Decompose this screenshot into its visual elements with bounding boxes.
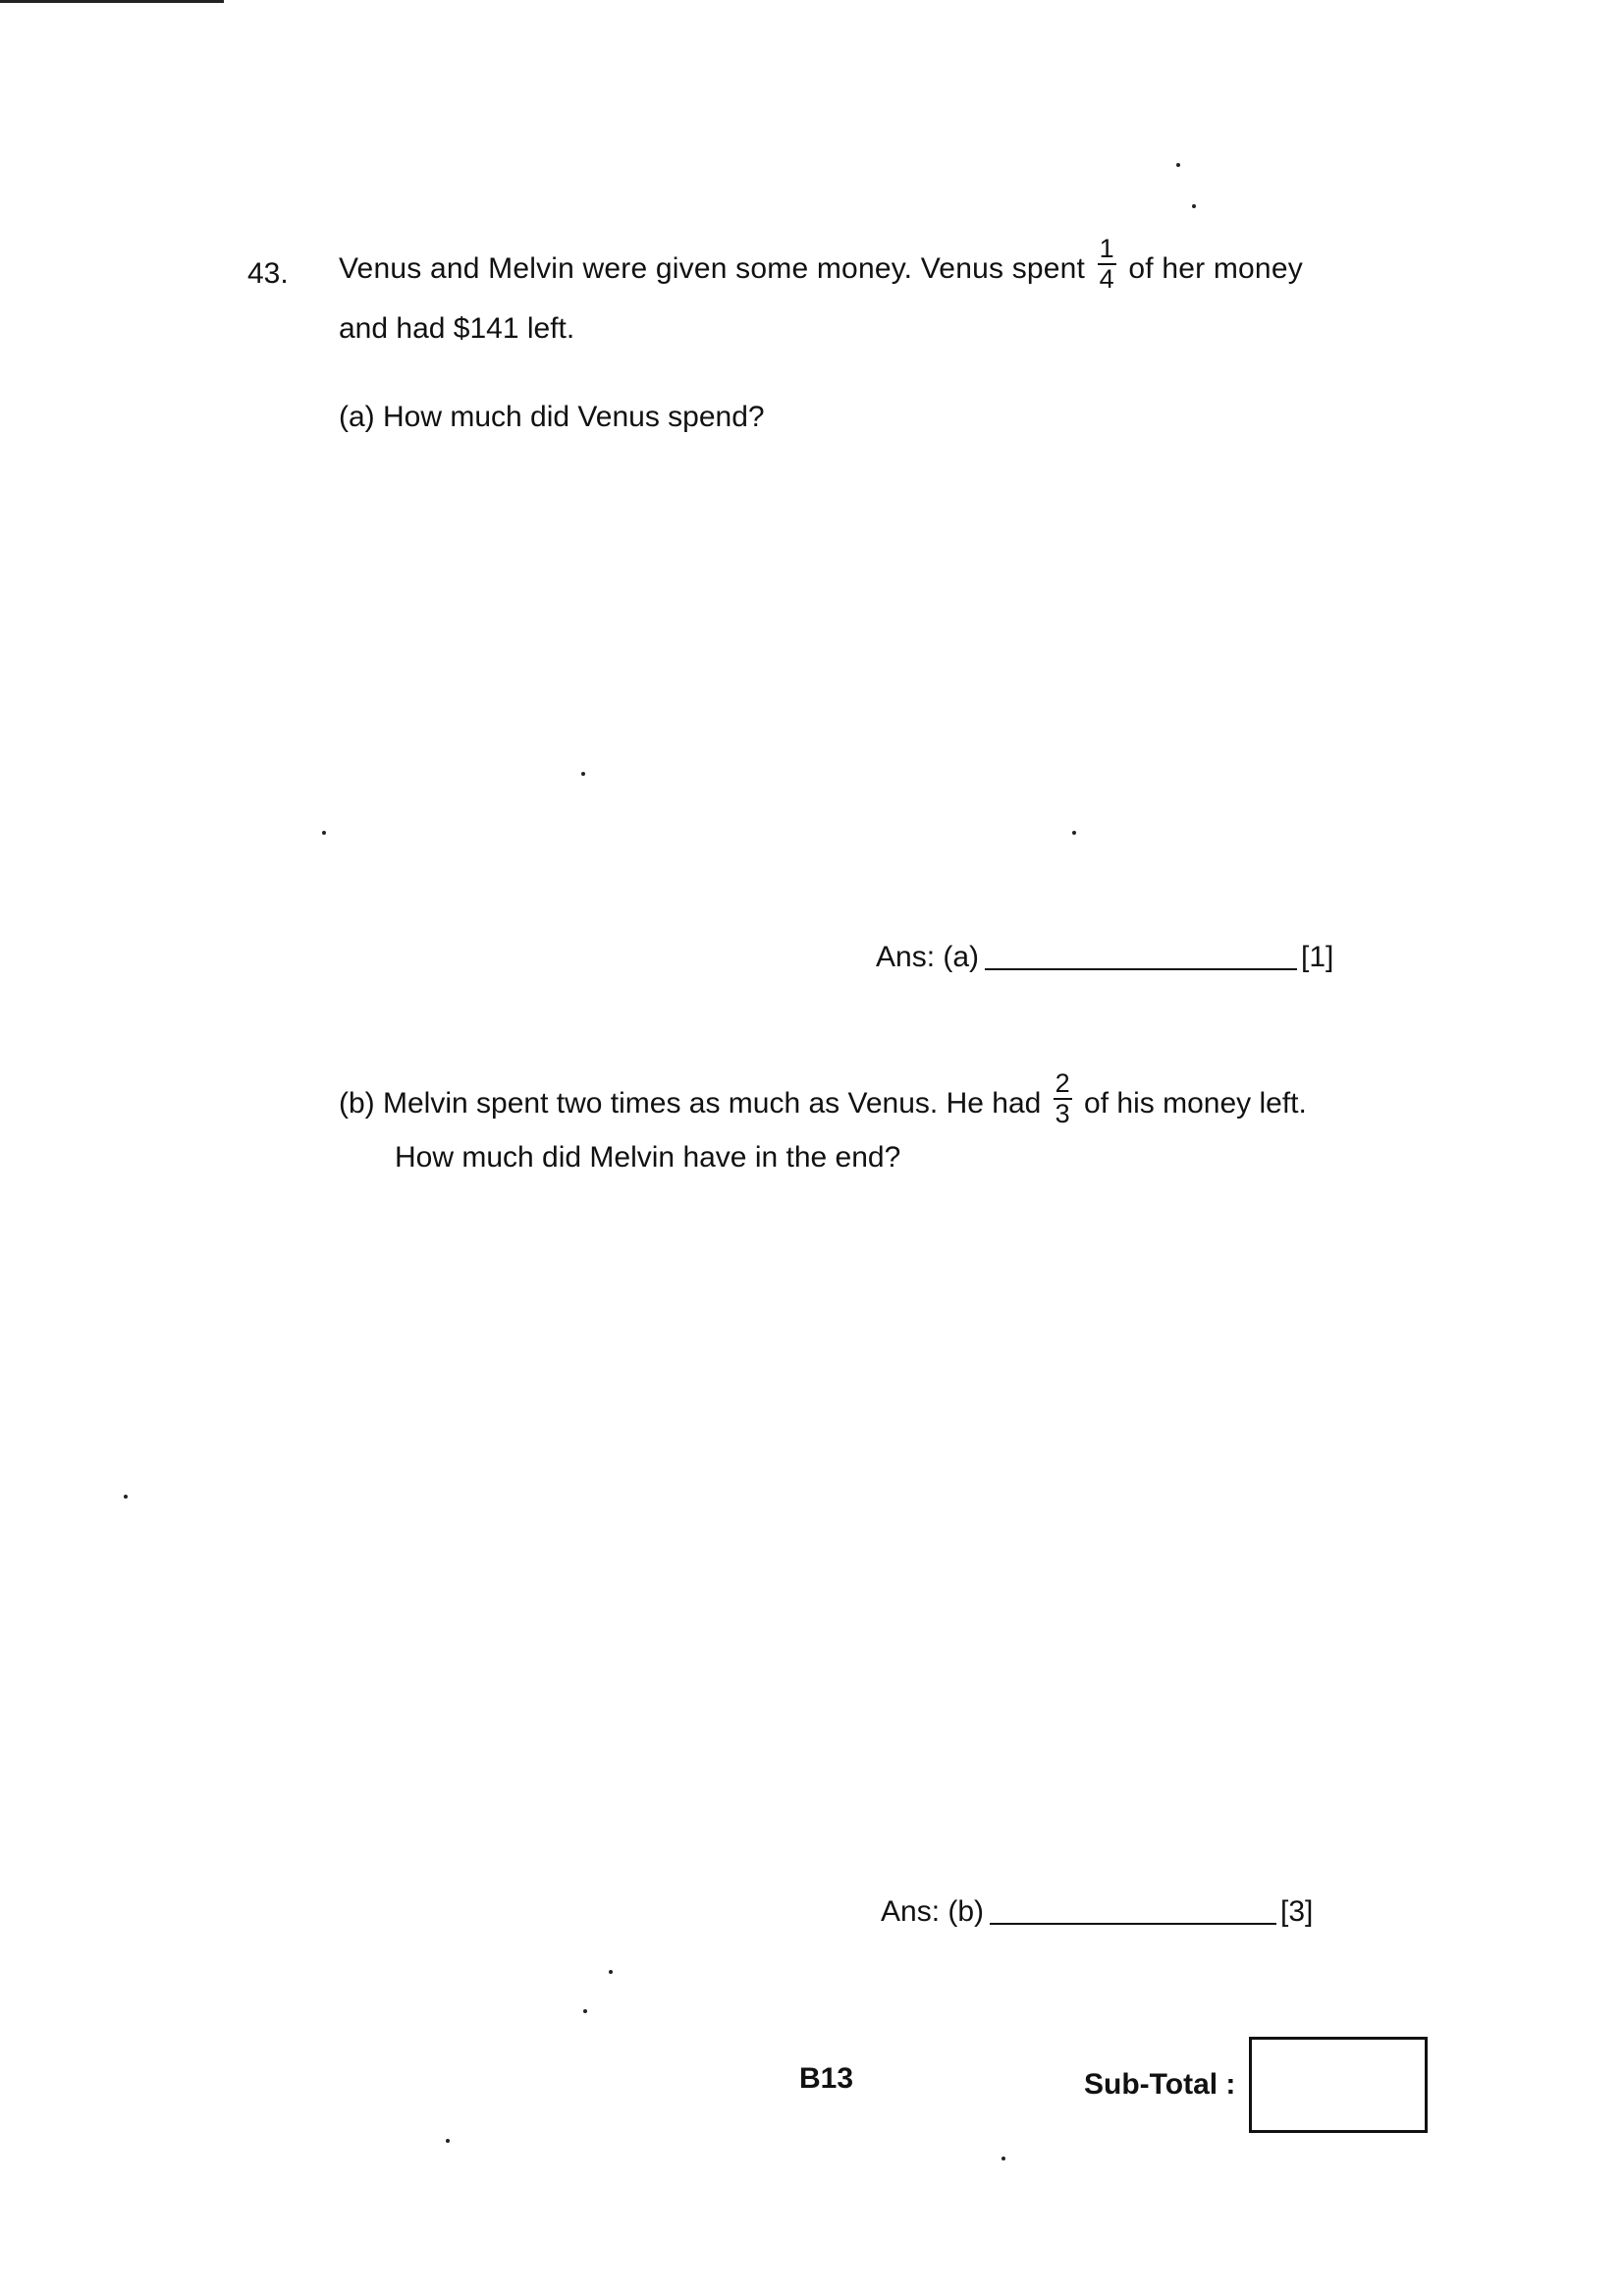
- answer-a-blank[interactable]: [985, 941, 1297, 970]
- scan-speck: [322, 831, 326, 835]
- question-text-end: of her money: [1128, 251, 1303, 285]
- question-number: 43.: [247, 257, 289, 290]
- page-code: B13: [799, 2062, 854, 2095]
- part-b-question-line-2: How much did Melvin have in the end?: [395, 1141, 901, 1174]
- part-b-question-line-1: [339, 1068, 1307, 1133]
- fraction-denominator: 3: [1055, 1099, 1070, 1128]
- scan-speck: [1176, 163, 1180, 167]
- scan-speck: [581, 772, 585, 776]
- answer-b-blank[interactable]: [990, 1895, 1276, 1925]
- fraction-numerator: 2: [1055, 1068, 1070, 1098]
- question-line-2: and had $141 left.: [339, 312, 575, 345]
- answer-b-row: [881, 1895, 1313, 1929]
- scan-speck: [583, 2009, 587, 2013]
- scan-speck: [1001, 2157, 1005, 2160]
- answer-a-marks: [1]: [1301, 941, 1334, 973]
- question-line-1: [339, 234, 1303, 299]
- fraction-denominator: 4: [1099, 264, 1114, 294]
- part-b-text-end: of his money left.: [1084, 1086, 1307, 1120]
- answer-a-label: Ans: (a): [876, 941, 980, 973]
- fraction-one-quarter: [1098, 236, 1116, 293]
- answer-a-row: [876, 941, 1333, 974]
- answer-b-marks: [3]: [1280, 1895, 1314, 1928]
- subtotal-box[interactable]: [1249, 2037, 1428, 2133]
- top-rule-divider: [0, 0, 224, 3]
- fraction-two-thirds: [1054, 1070, 1072, 1127]
- subtotal-label: Sub-Total :: [1084, 2068, 1236, 2101]
- answer-b-label: Ans: (b): [881, 1895, 985, 1928]
- scan-speck: [1072, 831, 1076, 835]
- part-b-text-start: (b) Melvin spent two times as much as Venus. He had: [339, 1086, 1042, 1120]
- scan-speck: [609, 1970, 613, 1974]
- fraction-numerator: 1: [1099, 234, 1114, 263]
- scan-speck: [1192, 204, 1196, 208]
- question-text-start: Venus and Melvin were given some money. Venus spent: [339, 251, 1086, 285]
- scan-speck: [446, 2139, 450, 2143]
- part-a-question: (a) How much did Venus spend?: [339, 401, 765, 433]
- scan-speck: [124, 1495, 128, 1499]
